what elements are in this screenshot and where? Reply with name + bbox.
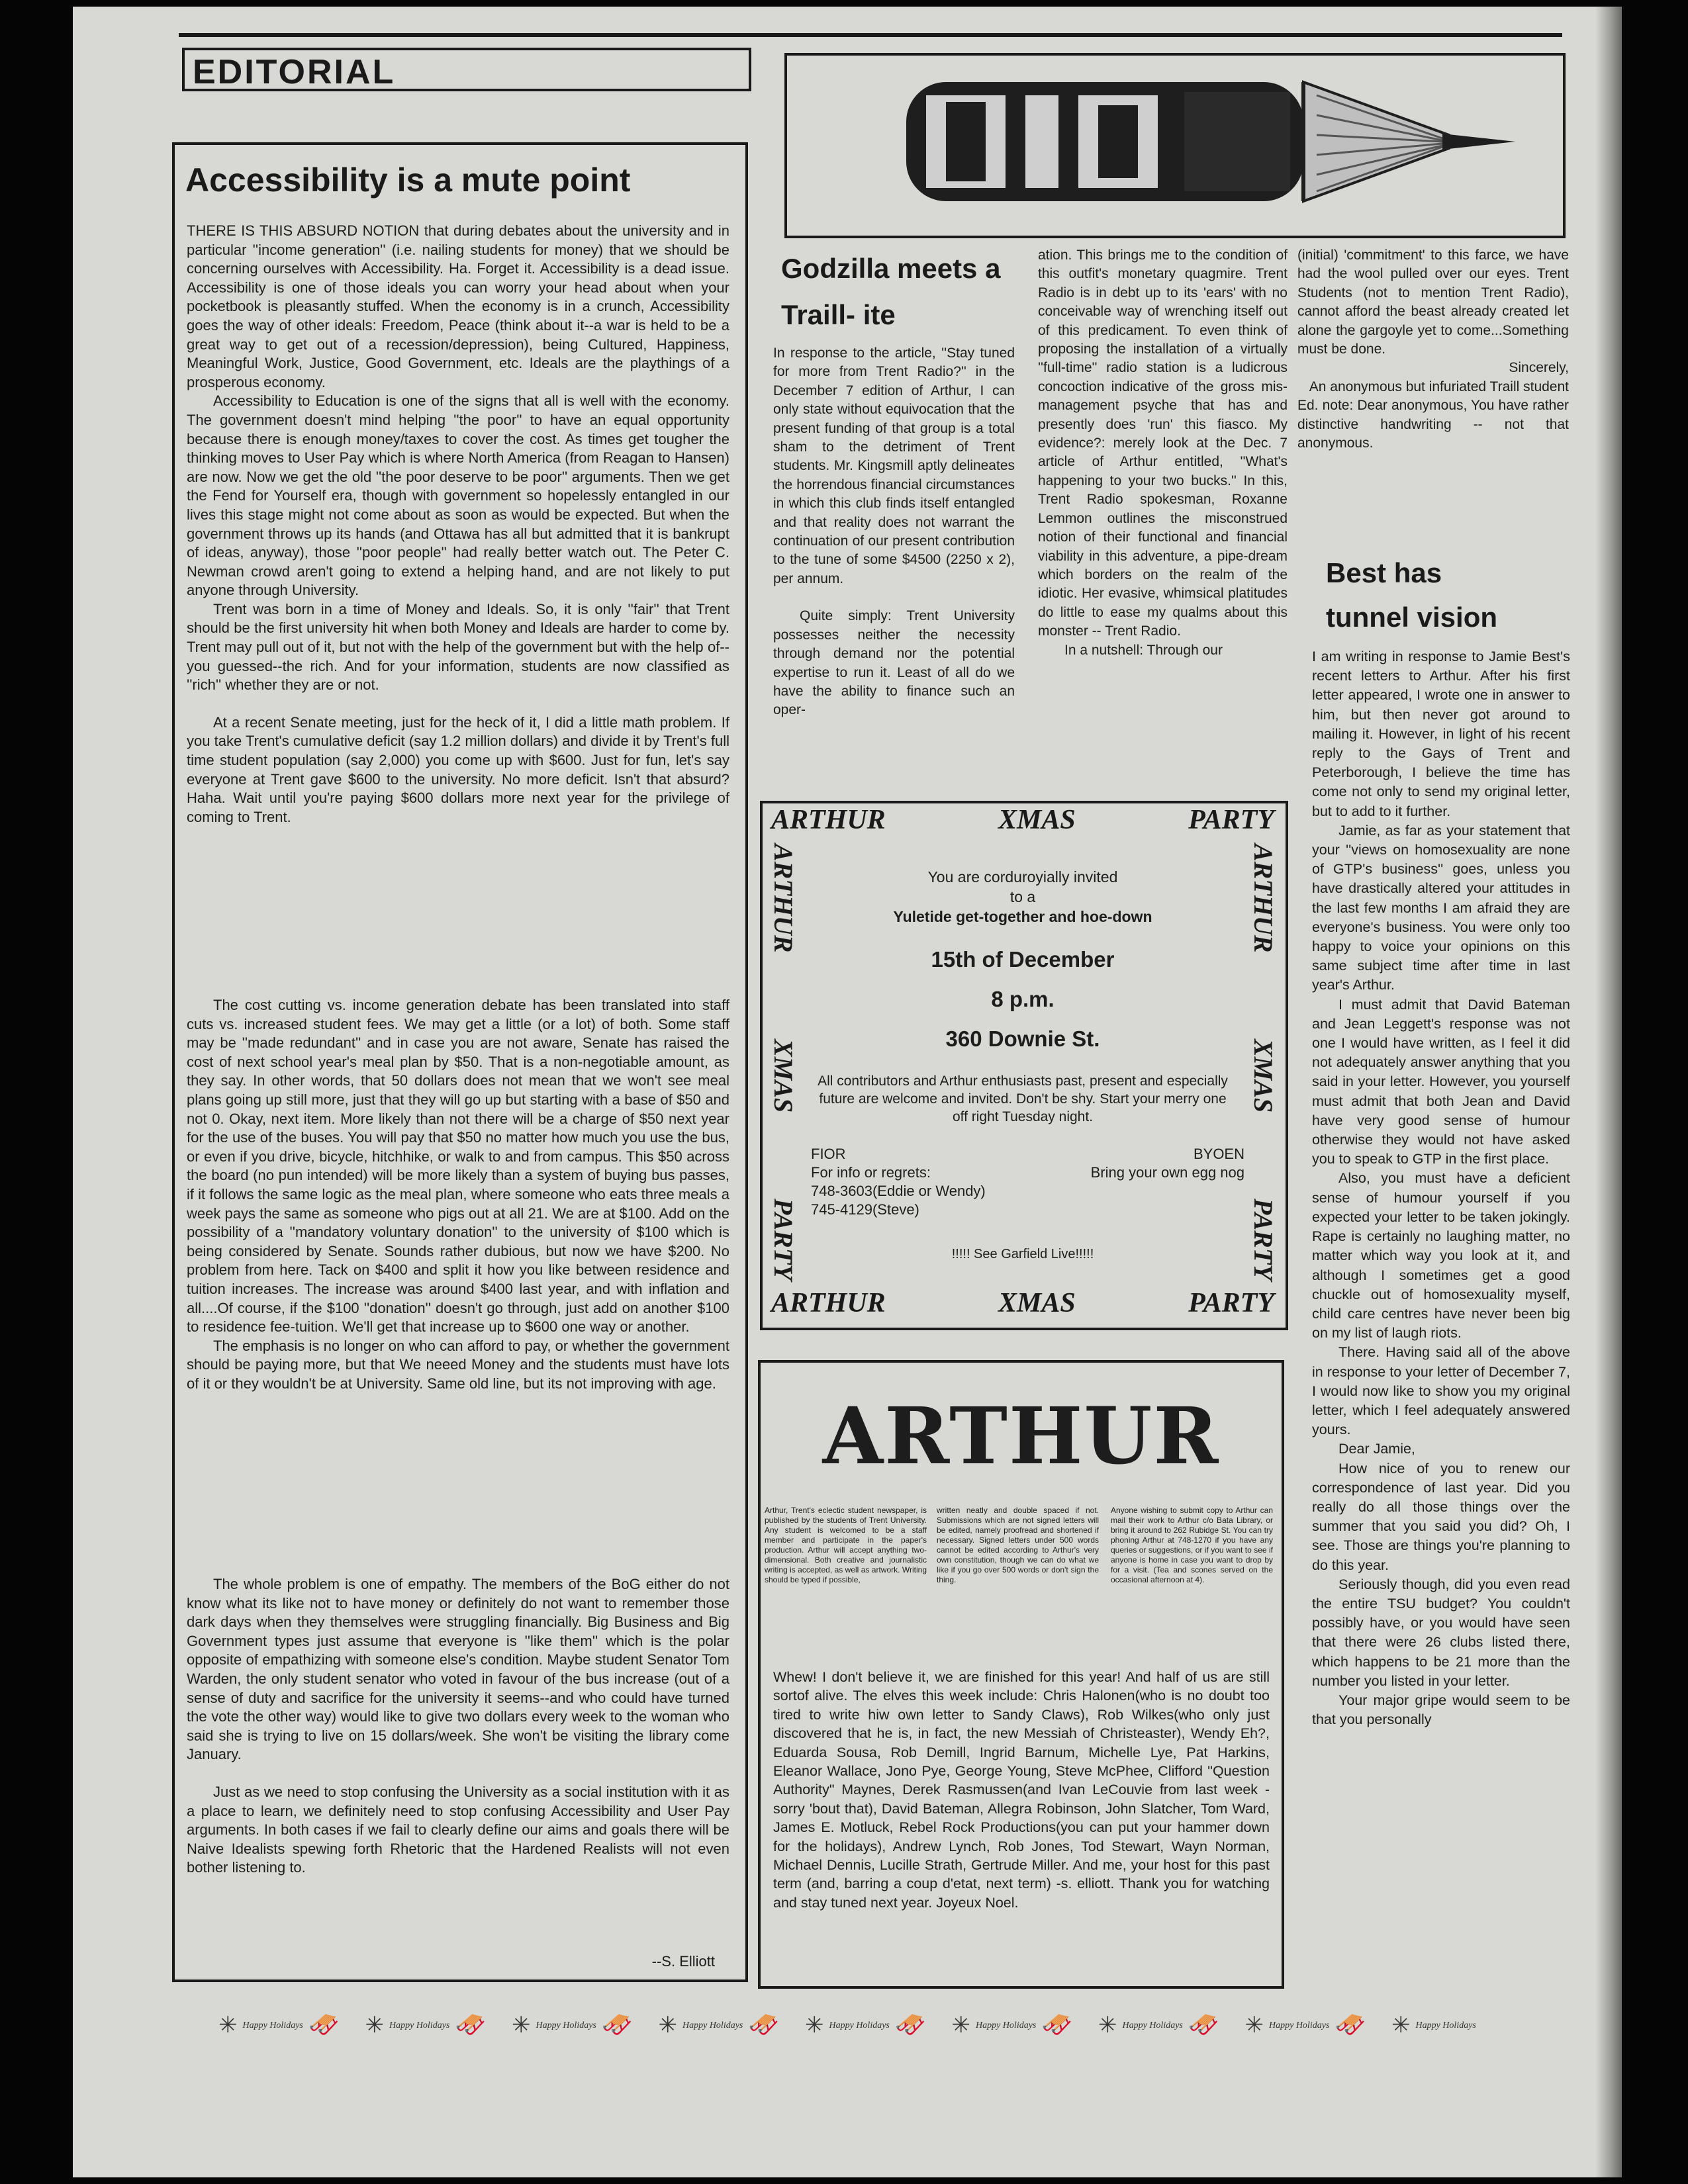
editorial-section-label [182, 48, 751, 91]
party-word: ARTHUR [769, 844, 798, 953]
holiday-label: Happy Holidays [1122, 2020, 1183, 2030]
pencil-icon [787, 56, 1563, 236]
sparkle-icon: ✳ [512, 2013, 531, 2038]
masthead-col-3: Anyone wishing to submit copy to Arthur can mail their work to Arthur c/o Bata Library, or bring it around to 262 Rubidge St. You can try phoning Arthur at 748-1270 if you have any queries or suggestions, or if you want to see if anyone is home in case you want to drop by for a visit. (Tea and scones served on the occasional afternoon at 4). [1111, 1506, 1273, 1584]
best-paragraph: How nice of you to renew our correspondence of last year. Did you really do all those things over the summer that you said you did? Oh, I see. Those are things you're planning to do this year. [1312, 1460, 1570, 1573]
party-top-row [771, 804, 1274, 836]
holiday-label: Happy Holidays [1269, 2020, 1330, 2030]
holiday-label: Happy Holidays [242, 2020, 303, 2030]
party-date: 15th of December [931, 947, 1115, 972]
best-paragraph: I must admit that David Bateman and Jean Leggett's response was not one I would have written, as I feel it did not adequately answer anything that you said in your letter. However, you yourself must admit that both Jean and David have very good sense of humour otherwise they would not have asked you to speak to GTP in the first place. [1312, 996, 1570, 1167]
newspaper-page [73, 7, 1622, 2177]
godzilla-col-2 [1038, 246, 1288, 769]
editorial-body-3 [187, 1575, 729, 1933]
godzilla-closing: Sincerely, [1509, 360, 1569, 376]
sleigh-icon: 🛷 [455, 2011, 487, 2039]
masthead-logo: ARTHUR [822, 1390, 1220, 1482]
editorial-paragraph: At a recent Senate meeting, just for the heck of it, I did a little math problem. If you take Trent's cumulative deficit (say 1.2 million dollars) and divide it by Trent's full time student population (say 2,000) you come up with $600. Just for fun, let's say everyone at Trent gave $600 to the university. No more deficit. Isn't that absurd? Haha. Wait until you're paying $600 dollars more next year for the privilege of coming to Trent. [187, 713, 729, 825]
holiday-item [365, 2011, 487, 2040]
holiday-item [659, 2011, 780, 2040]
top-rule [179, 33, 1562, 37]
sleigh-icon: 🛷 [1188, 2011, 1220, 2039]
holiday-label: Happy Holidays [976, 2020, 1037, 2030]
holiday-item [512, 2011, 633, 2040]
editorial-paragraph: Accessibility to Education is one of the signs that all is well with the economy. The government doesn't mind helping ''the poor'' to have an equal opportunity because there is enough money/taxes to cover the cost. As times get tougher the thinking moves to User Pay which is where North America (from Reagan to Hansen) are now. Now we get the old ''the poor deserve to be poor'' arguments. Then we get the Fend for Yourself era, though with government so hopelessly entangled in our lives this stage might not come about as soon as would be expected. But when the government throws up its hands (and Ottawa has all but admitted that it is bankrupt of ideas, anyway), those ''poor people'' had really better watch out. The Peter C. Newman crowd aren't going to extend a helping hand, and are not likely to put anyone through University. [187, 392, 729, 599]
sparkle-icon: ✳ [1098, 2013, 1117, 2038]
holiday-label: Happy Holidays [1415, 2020, 1476, 2030]
party-word: XMAS [1248, 1038, 1278, 1113]
editorial-paragraph: The cost cutting vs. income generation debate has been translated into staff cuts vs. increased student fees. We may get a little (or a lot) of both. Some staff may be ''made redundant'' and in case you are not aware, Senate has raised the cost of next school year's meal plan by $50. That is a non-negotiable amount, as they say. In other words, that 50 dollars does not mean that we won't see meal plans going up still more, just that they will go up but starting with a base of $50 and not 0. Okay, next item. More likely than not there will be a charge of $50 next year for the use of the buses. You will pay that $50 no matter how much you use the bus, or even if you drive, bicycle, hitchhike, or walk to and from campus. This $50 across the board (no pun intended) will be more likely than a system of buying bus passes, if it follows the same logic as the meal plan, where someone who eats three meals a week pays the same as someone who pigs out at all 21. We are at $100. Add on the possibility of a ''mandatory voluntary donation'' to the university of $100 which is being considered by Senate. Sounds rather dubious, but now we have $200. No problem from here. Tack on $400 and split it how you like between residence and tuition increases. The increase was around $400 last year, and with inflation and all....Of course, if the $100 ''donation'' doesn't go through, just add on another $100 to residence fee-tuition. We'll get that increase up to $600 one way or another. [187, 997, 729, 1336]
editorial-body-2 [187, 996, 729, 1559]
page-fold-shadow [1595, 7, 1622, 2177]
editorial-paragraph: Just as we need to stop confusing the University as a social institution with it as a place to learn, we definitely need to stop confusing Accessibility and User Pay arguments. In both cases if we fail to clearly define our aims and goals there will be Naive Idealists spewing forth Rhetoric that the Hardened Realists will not even bother listening to. [187, 1783, 729, 1876]
party-word: XMAS [769, 1038, 798, 1113]
masthead-col-2: written neatly and double spaced if not. Submissions which are not signed letters will be edited, namely proofread and shortened if necessary. Signed letters under 500 words cannot be edited according to Arthur's very own constitution, though we can do what we like if you go over 500 words or don't sign the thing. [937, 1506, 1099, 1584]
godzilla-col-1 [773, 344, 1015, 761]
holiday-item [1098, 2011, 1219, 2040]
party-garfield: !!!!! See Garfield Live!!!!! [951, 1247, 1094, 1261]
party-invite-line: Yuletide get-together and hoe-down [893, 908, 1152, 925]
godzilla-paragraph: Quite simply: Trent University possesses neither the necessity through demand nor the potential expertise to run it. Least of all do we have the ability to finance such an oper- [773, 608, 1015, 718]
sparkle-icon: ✳ [951, 2013, 970, 2038]
party-phone: 748-3603(Eddie or Wendy) [811, 1183, 986, 1199]
holiday-footer [218, 1995, 1476, 2055]
party-word: ARTHUR [771, 805, 886, 835]
sparkle-icon: ✳ [365, 2013, 384, 2038]
party-word: PARTY [769, 1199, 798, 1281]
party-bring: Bring your own egg nog [1090, 1164, 1244, 1181]
holiday-item [218, 2011, 340, 2040]
party-bottom-row [771, 1287, 1274, 1319]
party-invite [814, 867, 1231, 927]
best-paragraph: I am writing in response to Jamie Best's recent letters to Arthur. After his first letter appeared, I wrote one in answer to him, but then never got around to mailing it. However, in light of his recent reply to the Gays of Trent and Peterborough, I believe the time has come not only to send my original letter, but to add to it further. [1312, 649, 1570, 819]
party-time: 8 p.m. [991, 987, 1055, 1011]
party-left-column [768, 844, 799, 1281]
godzilla-ed-note: Ed. note: Dear anonymous, You have rather distinctive handwriting -- not that anonymous. [1297, 398, 1569, 451]
sleigh-icon: 🛷 [748, 2011, 780, 2039]
party-message: All contributors and Arthur enthusiasts past, present and especially future are welcome and invited. Don't be shy. Start your merry one off right Tuesday night. [818, 1073, 1228, 1124]
party-word: ARTHUR [1248, 844, 1278, 953]
godzilla-paragraph: (initial) 'commitment' to this farce, we have had the wool pulled over our eyes. Trent Students (not to mention Trent Radio), cannot afford the beast already created let alone the gargoyle yet to come...Something must be done. [1297, 248, 1569, 357]
godzilla-title-2: Traill- ite [781, 299, 896, 330]
godzilla-paragraph: In a nutshell: Through our [1064, 642, 1223, 658]
sparkle-icon: ✳ [1244, 2013, 1264, 2038]
best-title-1: Best has [1326, 557, 1442, 588]
pencil-illustration-box [784, 53, 1566, 238]
editorial-paragraph: The whole problem is one of empathy. The members of the BoG either do not know what its like not to have money or definitely do not want to remember those dark days when they themselves were struggling financially. Big Business and Big Government types just assume that everyone is ''like them'' which is the polar opposite of empathizing with someone else's condition. Maybe student Senator Tom Warden, the only student senator who voted in favour of the bus increase (out of a sense of duty and sacrifice for the university it seems--and who could have turned the vote the other way) would like to give two dollars every week to the woman who said she is trying to live on 15 dollars/week. She won't be visiting the library come January. [187, 1576, 729, 1763]
party-info [811, 1163, 1076, 1219]
best-paragraph: Seriously though, did you even read the entire TSU budget? You couldn't possibly have, or you would have seen that there were 26 clubs listed there, which happens to be 21 more than the number you listed in your letter. [1312, 1576, 1570, 1689]
party-fior: FIOR [811, 1146, 846, 1162]
godzilla-title-1: Godzilla meets a [781, 253, 1001, 284]
party-word: ARTHUR [771, 1288, 886, 1318]
holiday-item [1245, 2011, 1366, 2040]
editorial-paragraph: The emphasis is no longer on who can afford to pay, or whether the government should be paying more, but that We neeed Money and the students must have lots of it or they wouldn't be at University. Same old line, but its not improving with age. [187, 1337, 729, 1392]
holiday-item [1391, 2012, 1476, 2038]
holiday-label: Happy Holidays [829, 2020, 890, 2030]
godzilla-signoff: An anonymous but infuriated Traill student [1309, 379, 1569, 394]
best-paragraph: Dear Jamie, [1338, 1441, 1415, 1457]
party-address: 360 Downie St. [945, 1026, 1100, 1051]
party-invite-line: to a [1009, 888, 1036, 905]
best-paragraph: Also, you must have a deficient sense of humour yourself if you expected your letter to be taken jokingly. Rape is certainly no laughing matter, no matter which way you look at it, and although I sometimes get a good chuckle out of homosexuality myself, child care centres have never been big on my list of laugh riots. [1312, 1170, 1570, 1342]
editorial-paragraph: THERE IS THIS ABSURD NOTION that during debates about the university and in particular ''income generation'' (i.e. nailing students for money) that we should be concerning ourselves with Accessibility. Ha. Forget it. Accessibility is a dead issue. Accessibility is one of those ideals you can worry your head about when your pocketbook is pleasantly stuffed. When the economy is in a crunch, Accessibility goes the way of other ideals: Freedom, Peace (think about it--a war is held to be a great way to get out of a recession/depression), being Cultured, Happiness, Meaningful Work, Justice, Good Government, etc. Ideals are the playthings of a prosperous economy. [187, 222, 729, 390]
sparkle-icon: ✳ [658, 2013, 677, 2038]
party-word: XMAS [998, 1288, 1076, 1318]
sleigh-icon: 🛷 [1041, 2011, 1073, 2039]
party-word: PARTY [1248, 1199, 1278, 1281]
sparkle-icon: ✳ [805, 2013, 824, 2038]
party-byoen: BYOEN [1193, 1146, 1244, 1162]
holiday-item [805, 2011, 926, 2040]
sleigh-icon: 🛷 [1335, 2011, 1366, 2039]
section-label-text: EDITORIAL [193, 53, 396, 91]
party-invite-line: You are corduroyially invited [927, 868, 1118, 886]
sleigh-icon: 🛷 [894, 2011, 927, 2039]
editorial-paragraph: Trent was born in a time of Money and Ideals. So, it is only ''fair'' that Trent should be the first university hit when both Money and Ideals are harder to come by. Trent may pull out of it, but not with the help of the government but with the help of--you guessed--the rich. And for your information, students are now classified as ''rich'' whether they are or not. [187, 600, 729, 694]
best-title-2: tunnel vision [1326, 602, 1498, 633]
godzilla-paragraph: In response to the article, ''Stay tuned for more from Trent Radio?'' in the December 7 edition of Arthur, I can only state without equivocation that the present funding of that group is a total sham to the detriment of Trent students. Mr. Kingsmill aptly delineates the horrendous financial circumstances in which this club finds itself entangled and that reality does not warrant the continuation of our present contribution to the tune of some $4500 (2250 x 2), per annum. [773, 345, 1015, 586]
best-paragraph: There. Having said all of the above in response to your letter of December 7, I would now like to show you my original letter, which I feel adequately answered yours. [1312, 1344, 1570, 1438]
party-word: PARTY [1188, 805, 1274, 835]
sparkle-icon: ✳ [218, 2013, 238, 2038]
editorial-body-1 [187, 222, 729, 963]
holiday-label: Happy Holidays [389, 2020, 450, 2030]
party-phone: 745-4129(Steve) [811, 1201, 919, 1218]
holiday-label: Happy Holidays [682, 2020, 743, 2030]
best-body [1312, 647, 1570, 2011]
party-right-column [1248, 844, 1279, 1281]
holiday-label: Happy Holidays [536, 2020, 596, 2030]
party-word: XMAS [998, 805, 1076, 835]
sparkle-icon: ✳ [1391, 2013, 1411, 2038]
editorial-signature: --S. Elliott [651, 1953, 715, 1970]
best-paragraph: Your major gripe would seem to be that you personally [1312, 1692, 1570, 1728]
party-info-label: For info or regrets: [811, 1164, 931, 1181]
sleigh-icon: 🛷 [601, 2011, 633, 2039]
godzilla-col-3 [1297, 246, 1569, 524]
sleigh-icon: 🛷 [308, 2011, 340, 2039]
masthead-col-1: Arthur, Trent's eclectic student newspaper, is published by the students of Trent University. Any student is welcomed to be a staff member and participate in the paper's production. Arthur will accept anything two-dimensional. Both creative and journalistic writing is accepted, as well as artwork. Writing should be typed if possible, [765, 1506, 927, 1584]
holiday-item [952, 2011, 1073, 2040]
party-word: PARTY [1188, 1288, 1274, 1318]
best-paragraph: Jamie, as far as your statement that your ''views on homosexuality are none of GTP's business'' goes, unless you have drastically altered your attitudes in the last few months I am afraid they are everyone's business. You were only too happy to voice your opinions on this same subject time after time in last year's Arthur. [1312, 822, 1570, 993]
masthead-thanks: Whew! I don't believe it, we are finished for this year! And half of us are still sortof alive. The elves this week include: Chris Halonen(who is no doubt too tired to write hiw own letter to Sandy Claws), Rob Wilkes(who only just discovered that he is, in fact, the new Messiah of Christeaster), Wendy Eh?, Eduarda Sousa, Rob Demill, Ingrid Barnum, Michelle Lye, Pat Harkins, Eleanor Wallace, Jono Pye, George Young, Steve McPhee, Clifford "Question Authority" Maynes, Derek Rasmussen(and Ivan LeCouvie from last week - sorry 'bout that), David Bateman, Allegra Robinson, John Slatcher, Tom Ward, James E. Motluck, Rebel Rock Productions(you can put your hammer down for the holidays), Andrew Lynch, Rob Jones, Tod Stewart, Wayn Norman, Michael Dennis, Lucille Strath, Gertrude Miller. And me, your host for this past term (and, barring a coup d'etat, next term) -s. elliott. Thank you for watching and stay tuned next year. Joyeux Noel. [773, 1669, 1270, 1911]
editorial-title: Accessibility is a mute point [185, 161, 631, 199]
godzilla-paragraph: ation. This brings me to the condition of this outfit's monetary quagmire. Trent Radio is in debt up to its 'ears' with no conceivable way of wrenching itself out of this predicament. To even think of proposing the installation of a virtually ''full-time'' radio station is a ludicrous concoction indicative of the gross mis-management psyche that has and presently does 'run' this fiasco. My evidence?: merely look at the Dec. 7 article of Arthur entitled, ''What's happening to your two bucks.'' In this, Trent Radio spokesman, Roxanne Lemmon outlines the misconstrued notion of their functional and financial viability in this adventure, a pipe-dream which borders on the realm of the idiotic. Her evasive, whimsical platitudes do little to ease my qualms about this monster -- Trent Radio. [1038, 248, 1288, 639]
